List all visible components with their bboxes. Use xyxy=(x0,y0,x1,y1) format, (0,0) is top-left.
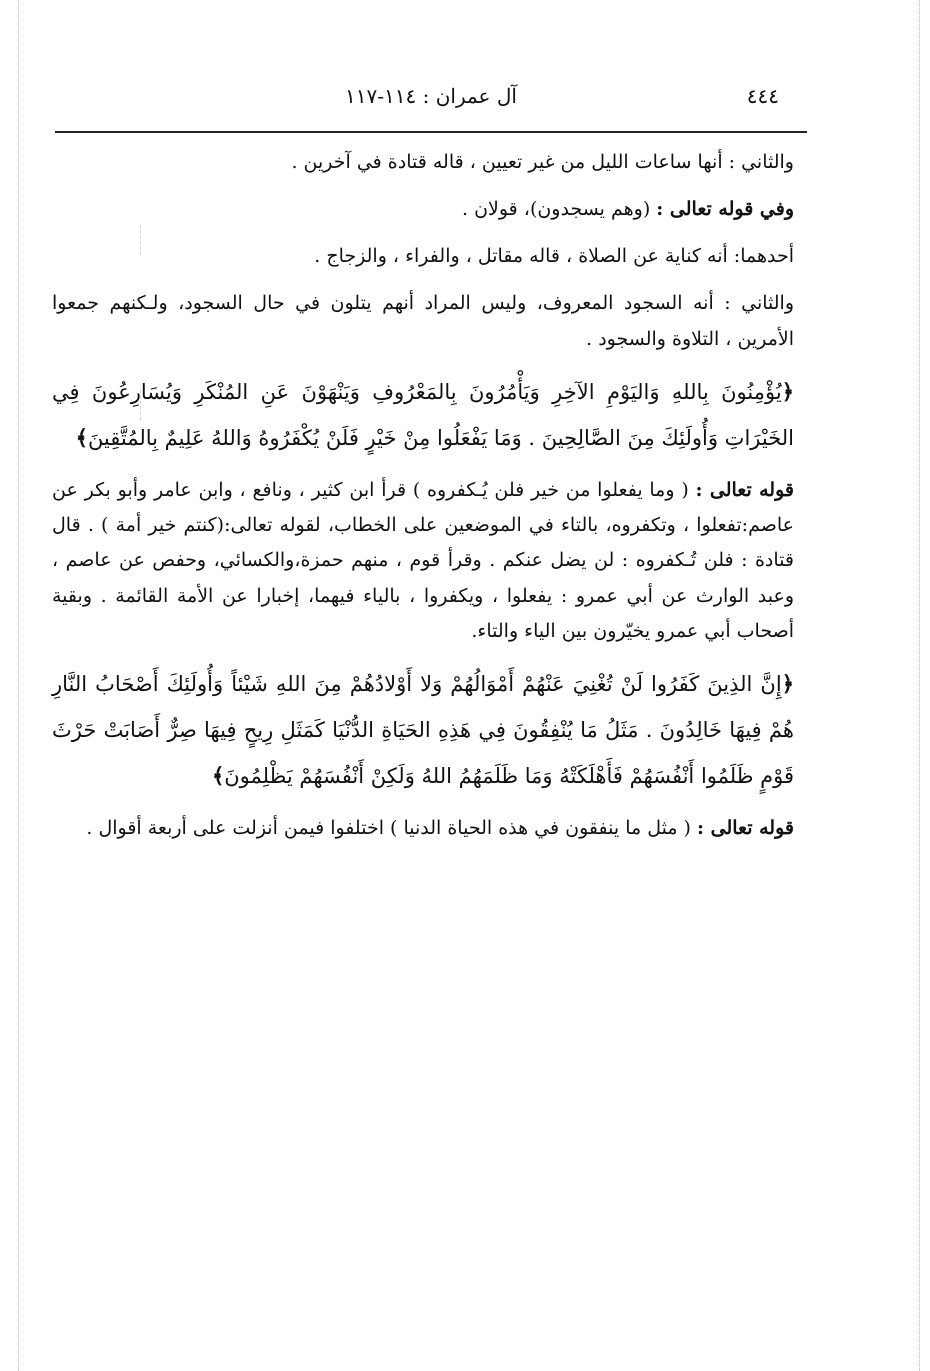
verse-text: إِنَّ الذِينَ كَفَرُوا لَنْ تُغْنِيَ عَنْهُمْ أَمْوَالُهُمْ وَلا أَوْلادُهُمْ مِنَ اللهِ شَيْئاً وَأُولَئِكَ أَصْحَابُ النَّارِ هُمْ فِيهَا خَالِدُونَ . مَثَلُ مَا يُنْفِقُونَ فِي هَذِهِ الحَيَاةِ الدُّنْيَا كَمَثَلِ رِيحٍ فِيهَا صِرٌّ أَصَابَتْ حَرْثَ قَوْمٍ ظَلَمُوا أَنْفُسَهُمْ فَأَهْلَكَتْهُ وَمَا ظَلَمَهُمُ اللهُ وَلَكِنْ أَنْفُسَهُمْ يَظْلِمُونَ xyxy=(52,671,794,789)
verse-open-bracket: ﴿ xyxy=(781,670,795,696)
paragraph-gap xyxy=(52,799,794,811)
paragraph-text: والثاني : أنها ساعات الليل من غير تعيين ، قاله قتادة في آخرين . xyxy=(291,151,794,173)
verse-114-115 xyxy=(52,369,794,461)
paragraph-gap xyxy=(52,461,794,473)
verse-close-bracket: ﴾ xyxy=(211,763,225,789)
paragraph-gap xyxy=(52,227,794,239)
page-header xyxy=(55,82,807,122)
paragraph-gap xyxy=(52,180,794,192)
paragraph-text: (وهم يسجدون)، قولان . xyxy=(462,198,657,221)
lead-phrase: وفي قوله تعالى : xyxy=(656,198,794,221)
paragraph-qiraat xyxy=(52,473,794,649)
paragraph-gap xyxy=(52,274,794,286)
paragraph-text: والثاني : أنه السجود المعروف، وليس المراد أنهم يتلون في حال السجود، ولـكنهم جمعوا الأمرين ، التلاوة والسجود . xyxy=(52,292,794,350)
paragraph-mathal xyxy=(52,811,794,846)
paragraph-wahum-yasjudun xyxy=(52,192,794,227)
paragraph-second-hours xyxy=(52,145,794,180)
verse-text: يُؤْمِنُونَ بِاللهِ وَاليَوْمِ الآخِرِ وَيَأْمُرُونَ بِالمَعْرُوفِ وَيَنْهَوْنَ عَنِ المُنْكَرِ وَيُسَارِعُونَ فِي الخَيْرَاتِ وَأُولَئِكَ مِنَ الصَّالِحِينَ . وَمَا يَفْعَلُوا مِنْ خَيْرٍ فَلَنْ يُكْفَرُوهُ وَاللهُ عَلِيمٌ بِالمُتَّقِينَ xyxy=(52,379,794,450)
paragraph-first-opinion xyxy=(52,239,794,274)
page-body xyxy=(52,145,794,846)
verse-open-bracket: ﴿ xyxy=(781,378,794,404)
paragraph-second-opinion xyxy=(52,286,794,356)
lead-phrase: قوله تعالى : xyxy=(695,479,794,502)
running-title: آل عمران : ١١٤-١١٧ xyxy=(345,84,517,108)
verse-116-117 xyxy=(52,661,794,800)
paragraph-text: ( مثل ما ينفقون في هذه الحياة الدنيا ) اختلفوا فيمن أنزلت على أربعة أقوال . xyxy=(86,817,697,840)
paragraph-text: ( وما يفعلوا من خير فلن يُـكفروه ) قرأ ابن كثير ، ونافع ، وابن عامر وأبو بكر عن عاصم:تفعلوا ، وتكفروه، بالتاء في الموضعين على الخطاب، لقوله تعالى:(كنتم خير أمة ) . قال قتادة : فلن تُـكفروه : لن يضل عنكم . وقرأ قوم ، منهم حمزة،والكسائي، وحفص عن عاصم ، وعبد الوارث عن أبي عمرو : يفعلوا ، ويكفروا ، بالياء فيهما، إخبارا عن الأمة القائمة . وبقية أصحاب أبي عمرو يخيّرون بين الياء والتاء. xyxy=(52,479,794,642)
page-edge-left xyxy=(18,0,19,1371)
verse-close-bracket: ﴾ xyxy=(75,424,88,450)
paragraph-gap xyxy=(52,649,794,661)
paragraph-text: أحدهما: أنه كناية عن الصلاة ، قاله مقاتل ، والفراء ، والزجاج . xyxy=(314,245,794,268)
page-number: ٤٤٤ xyxy=(746,84,779,108)
lead-phrase: قوله تعالى : xyxy=(697,817,794,840)
header-rule xyxy=(55,131,807,133)
paragraph-gap xyxy=(52,357,794,369)
page-edge-right xyxy=(919,0,920,1371)
